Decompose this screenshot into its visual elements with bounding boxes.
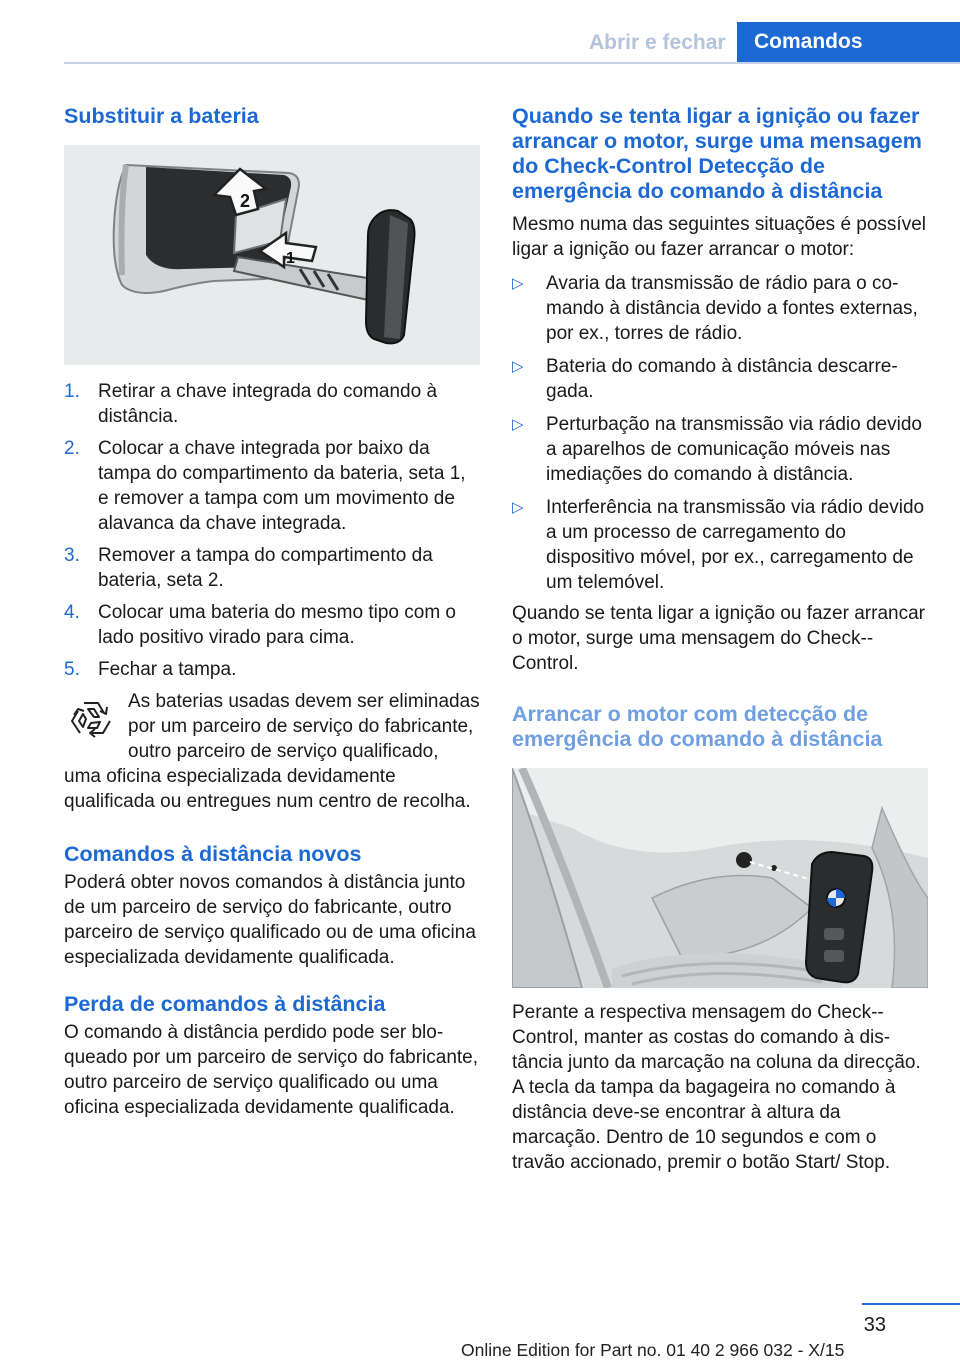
paragraph-intro: Mesmo numa das seguintes situações é possível ligar a ignição ou fazer arrancar o motor: — [512, 214, 926, 260]
step-item — [64, 379, 480, 429]
step-text: Colocar uma bateria do mesmo tipo com o lado positivo virado para cima. — [98, 602, 456, 648]
header-rule — [64, 62, 960, 64]
page-number: 33 — [863, 1314, 886, 1336]
step-text: Fechar a tampa. — [98, 659, 237, 680]
recycle-icon — [66, 695, 116, 745]
bullet-item — [512, 412, 928, 487]
footer-rule — [862, 1303, 960, 1305]
step-text: Remover a tampa do compartimento da bateria, seta 2. — [98, 545, 433, 591]
step-number: 3. — [64, 545, 80, 566]
key-battery-illustration — [64, 145, 480, 365]
step-number: 2. — [64, 438, 80, 459]
arrow-1-label: 1 — [286, 250, 295, 267]
bullet-text: Perturbação na transmissão via rádio devido a aparelhos de comunicação móveis nas imediações do comando à distância. — [546, 414, 922, 485]
bullet-item — [512, 354, 928, 404]
heading-new-remotes: Comandos à distância novos — [64, 842, 362, 866]
battery-steps-list — [64, 379, 480, 682]
heading-replace-battery: Substituir a bateria — [64, 104, 259, 128]
paragraph-check-control: Quando se tenta ligar a ignição ou fazer arrancar o motor, surge uma mensagem do Check-Control. — [512, 603, 925, 674]
recycle-text — [64, 689, 480, 814]
step-number: 5. — [64, 659, 80, 680]
heading-lost-remotes: Perda de comandos à distância — [64, 992, 386, 1016]
header-chapter-tab: Comandos — [737, 22, 960, 62]
bullet-text: Bateria do comando à distância descarregada. — [546, 356, 898, 402]
step-item — [64, 436, 480, 536]
arrow-2-label: 2 — [240, 191, 251, 211]
step-item — [64, 600, 480, 650]
triangle-bullet-icon: ▷ — [512, 275, 524, 292]
bullet-text: Interferência na transmissão via rádio devido a um processo de carregamento do dispositivo móvel, por ex., carregamento de um telemóvel. — [546, 497, 925, 593]
left-column — [64, 100, 480, 1120]
triangle-bullet-icon: ▷ — [512, 358, 524, 375]
paragraph-lost-remotes: O comando à distância perdido pode ser bloqueado por um parceiro de serviço do fabricante, outro parceiro de serviço qualificado ou uma oficina especializada devidamente qualificada. — [64, 1022, 479, 1118]
step-text: Colocar a chave integrada por baixo da tampa do compartimento da bateria, seta 1, e remover a tampa com um movimento de alavanca da chave integrada. — [98, 438, 466, 534]
triangle-bullet-icon: ▷ — [512, 416, 524, 433]
footer-edition: Online Edition for Part no. 01 40 2 966 032 - X/15 — [461, 1340, 845, 1360]
recycle-note — [64, 689, 480, 814]
paragraph-emergency-start: Perante a respectiva mensagem do Check-Control, manter as costas do comando à distância junto da marcação na coluna da direcção. A tecla da tampa da bagageira no comando à distância deve-se encontrar à altura da marcação. Dentro de 10 segundos e com o travão accionado, premir o botão Start/ Stop. — [512, 1002, 921, 1173]
triangle-bullet-icon: ▷ — [512, 499, 524, 516]
step-number: 4. — [64, 602, 80, 623]
steering-column-illustration — [512, 768, 928, 988]
heading-check-control: Quando se tenta ligar a ignição ou fazer arrancar o motor, surge uma mensagem do Check-Control Detecção de emergência do comando à distância — [512, 104, 922, 203]
battery-key-figure — [64, 145, 480, 365]
bullet-text: Avaria da transmissão de rádio para o comando à distância devido a fontes externas, por ex., torres de rádio. — [546, 273, 918, 344]
step-number: 1. — [64, 381, 80, 402]
step-text: Retirar a chave integrada do comando à distância. — [98, 381, 438, 427]
bullet-item — [512, 271, 928, 346]
heading-emergency-start: Arrancar o motor com detecção de emergência do comando à distância — [512, 702, 883, 751]
situations-list — [512, 271, 928, 595]
recycle-paragraph: As baterias usadas devem ser eliminadas por um parceiro de serviço do fabricante, outro parceiro de serviço qualificado, uma oficina especializada devidamente qualificada ou entregues num centro de recolha. — [64, 691, 480, 812]
step-item — [64, 657, 480, 682]
steering-column-figure — [512, 768, 928, 988]
right-column — [512, 100, 928, 1175]
step-item — [64, 543, 480, 593]
paragraph-new-remotes: Poderá obter novos comandos à distância junto de um parceiro de serviço do fabricante, outro parceiro de serviço qualificado ou de uma oficina especializada devidamente qualificada. — [64, 872, 476, 968]
header-section-tab: Abrir e fechar — [589, 31, 726, 54]
bullet-item — [512, 495, 928, 595]
